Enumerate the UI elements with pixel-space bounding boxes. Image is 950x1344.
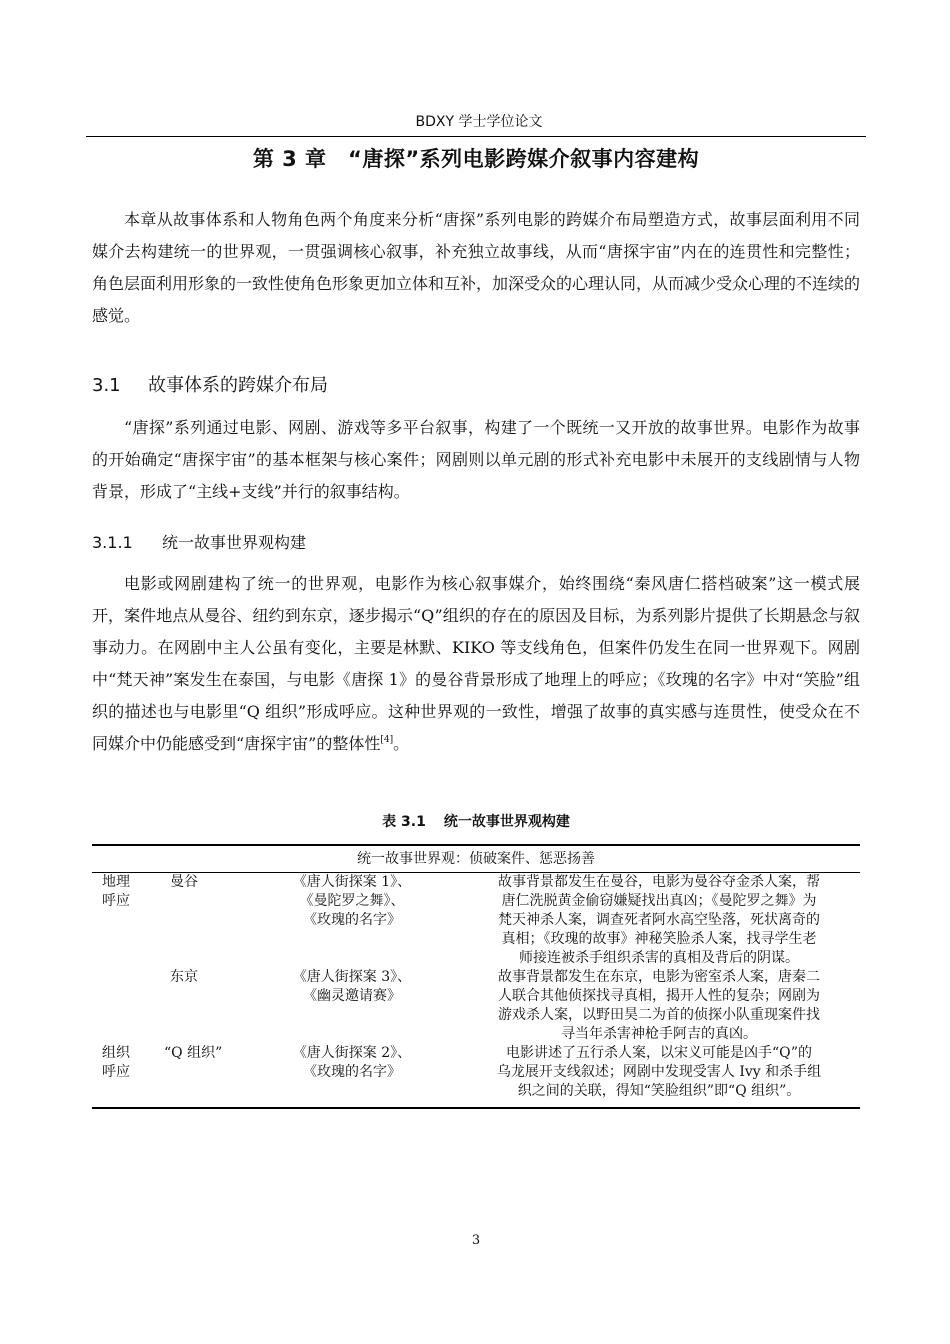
table-row [92,873,860,969]
paragraph-end: 。 [393,734,410,753]
paragraph-text: 电影或网剧建构了统一的世界观，电影作为核心叙事媒介，始终围绕“秦风唐仁搭档破案”这一模式展开，案件地点从曼谷、纽约到东京，逐步揭示“Q”组织的存在的原因及目标，为系列影片提供了长期悬念与叙事动力。在网剧中主人公虽有变化，主要是林默、KIKO 等支线角色，但案件仍发生在同一世界观下。网剧中“梵天神”案发生在泰国，与电影《唐探 1》的曼谷背景形成了地理上的呼应；《玫瑰的名字》中对“笑脸”组织的描述也与电影里“Q 组织”形成呼应。这种世界观的一致性，增强了故事的真实感与连贯性，使受众在不同媒介中仍能感受到“唐探宇宙”的整体性 [92,574,860,753]
subsection-heading-3-1-1 [92,531,306,555]
description-cell: 故事背景都发生在东京，电影为密室杀人案，唐秦二 人联合其他侦探找寻真相，揭开人性的复杂；网剧为 游戏杀人案，以野田昊二为首的侦探小队重现案件找 寻当年杀害神枪手阿吉的真凶。 [498,969,820,1042]
page-number: 3 [471,1233,481,1248]
intro-paragraph: 本章从故事体系和人物角色两个角度来分析“唐探”系列电影的跨媒介布局塑造方式，故事层面利用不同媒介去构建统一的世界观，一贯强调核心叙事，补充独立故事线，从而“唐探宇宙”内在的连贯性和完整性；角色层面利用形象的一致性使角色形象更加立体和互补，加深受众的心理认同，从而减少受众心理的不连续的感觉。 [92,210,861,325]
works-cell: 《唐人街探案 2》、 《玫瑰的名字》 [292,1045,412,1080]
subsection-title: 统一故事世界观构建 [162,533,307,552]
world-view-table [92,844,860,1109]
section-title: 故事体系的跨媒介布局 [148,375,328,396]
citation-mark: [4] [380,735,394,745]
place-cell: “Q 组织” [164,1045,223,1061]
table-header-row [92,845,860,873]
place-cell: 东京 [170,969,198,985]
subsection-number: 3.1.1 [92,533,133,552]
section-3-1-1-paragraph [92,568,860,760]
table-number: 表 3.1 [382,814,426,830]
section-heading-3-1 [92,373,328,399]
chapter-title: 第 3 章 “唐探”系列电影跨媒介叙事内容建构 [252,147,700,171]
works-cell: 《唐人街探案 3》、 《幽灵邀请赛》 [292,969,412,1004]
table-title: 统一故事世界观构建 [443,814,570,830]
header-rule [86,136,866,137]
description-cell: 故事背景都发生在曼谷，电影为曼谷夺金杀人案，帮 唐仁洗脱黄金偷窃嫌疑找出真凶；《曼陀罗之舞》为 梵天神杀人案，调查死者阿水高空坠落，死状离奇的 真相；《玫瑰的故事》神秘笑脸杀人案，找寻学生老 师接连被杀手组织杀害的真相及背后的阴谋。 [498,874,820,966]
running-header: BDXY 学士学位论文 [415,114,543,130]
table-caption [92,812,860,832]
table-row [92,968,860,1044]
works-cell: 《唐人街探案 1》、 《曼陀罗之舞》、 《玫瑰的名字》 [292,874,412,928]
description-cell: 电影讲述了五行杀人案，以宋义可能是凶手“Q”的 乌龙展开支线叙述；网剧中发现受害人 Ivy 和杀手组 织之间的关联，得知“笑脸组织”即“Q 组织”。 [496,1045,822,1099]
table-row [92,1044,860,1108]
place-cell: 曼谷 [170,874,198,890]
group-cell [92,968,162,1044]
group-cell: 地理 呼应 [102,874,130,909]
table-header-cell: 统一故事世界观：侦破案件、惩恶扬善 [357,851,595,867]
group-cell: 组织 呼应 [102,1045,130,1080]
section-number: 3.1 [92,375,121,396]
section-3-1-paragraph: “唐探”系列通过电影、网剧、游戏等多平台叙事，构建了一个既统一又开放的故事世界。电影作为故事的开始确定“唐探宇宙”的基本框架与核心案件；网剧则以单元剧的形式补充电影中未展开的支线剧情与人物背景，形成了“主线+支线”并行的叙事结构。 [92,418,860,501]
